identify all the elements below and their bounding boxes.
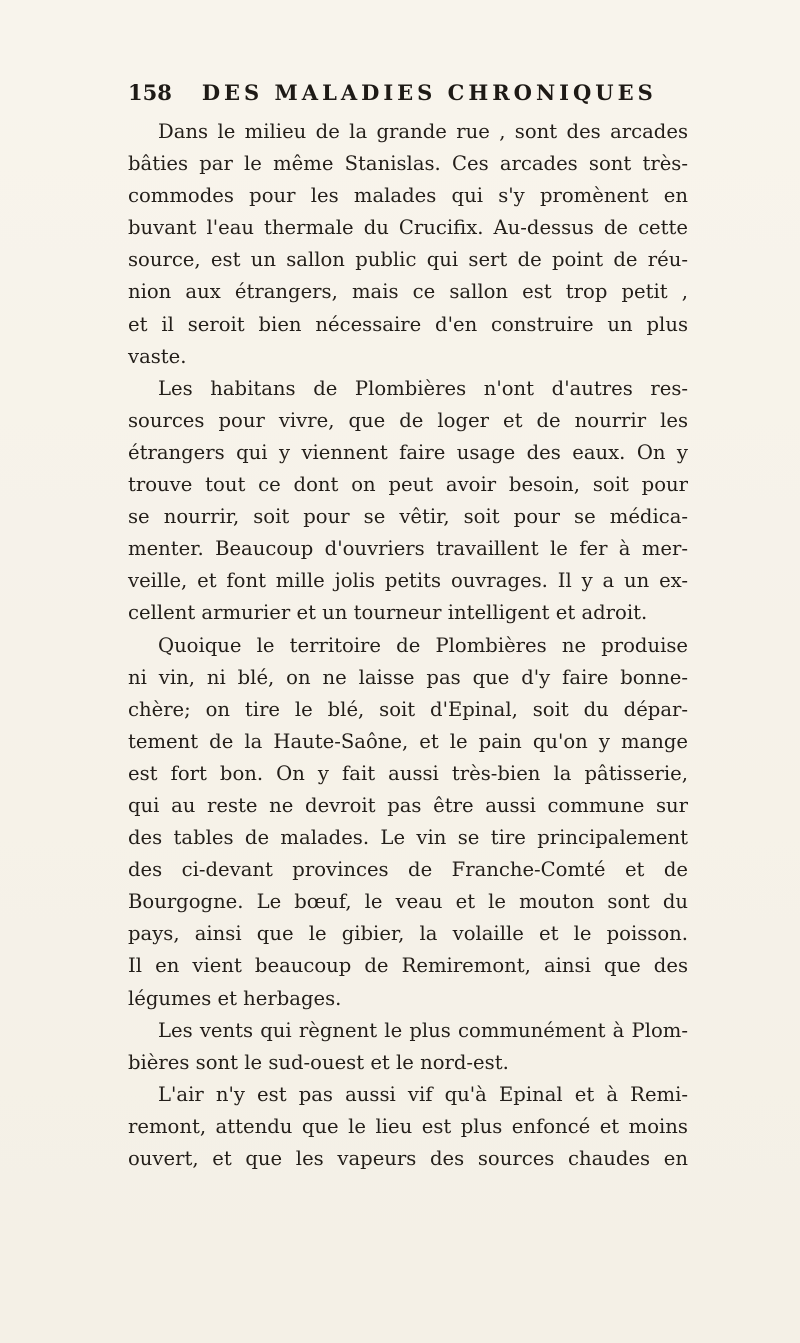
running-title: DES MALADIES CHRONIQUES [201,80,657,105]
text-line: étrangers qui y viennent faire usage des eaux. On y [128,440,688,464]
text-line: tement de la Haute-Saône, et le pain qu'on y mange [128,729,688,753]
text-line: Quoique le territoire de Plombières ne produise [158,633,688,657]
text-line: trouve tout ce dont on peut avoir besoin, soit pour [128,473,688,497]
text-line: chère; on tire le blé, soit d'Epinal, soit du dépar- [128,697,688,721]
text-line: nion aux étrangers, mais ce sallon est trop petit , [128,280,688,304]
text-line: est fort bon. On y fait aussi très-bien la pâtisserie, [128,761,688,785]
text-line: légumes et herbages. [128,986,342,1010]
text-line: qui au reste ne devroit pas être aussi commune sur [128,793,688,817]
text-line: remont, attendu que le lieu est plus enfoncé et moins [128,1114,688,1138]
text-line: et il seroit bien nécessaire d'en construire un plus [128,312,688,336]
text-line: commodes pour les malades qui s'y promènent en [128,184,688,208]
text-line: bières sont le sud-ouest et le nord-est. [128,1050,509,1074]
text-line: ni vin, ni blé, on ne laisse pas que d'y faire bonne- [128,665,688,689]
text-line: pays, ainsi que le gibier, la volaille et le poisson. [128,922,688,946]
text-line: L'air n'y est pas aussi vif qu'à Epinal et à Remi- [158,1082,688,1106]
text-line: cellent armurier et un tourneur intelligent et adroit. [128,601,648,625]
text-line: se nourrir, soit pour se vêtir, soit pour se médica- [128,505,688,529]
text-line: Les vents qui règnent le plus communément à Plom- [158,1018,688,1042]
running-header [128,80,688,105]
text-line: ouvert, et que les vapeurs des sources chaudes en [128,1147,688,1170]
text-line: source, est un sallon public qui sert de point de réu- [128,248,688,272]
text-line: Bourgogne. Le bœuf, le veau et le mouton sont du [128,890,688,914]
text-line: Dans le milieu de la grande rue , sont des arcades [158,120,688,143]
text-line: vaste. [128,344,187,368]
body-text [128,116,688,1175]
text-line: bâties par le même Stanislas. Ces arcades sont très- [128,152,688,176]
text-line: sources pour vivre, que de loger et de nourrir les [128,408,688,432]
text-line: buvant l'eau thermale du Crucifix. Au-dessus de cette [128,216,688,240]
text-line: veille, et font mille jolis petits ouvrages. Il y a un ex- [128,569,688,593]
page-number: 158 [128,80,172,105]
text-line: des tables de malades. Le vin se tire principalement [128,826,688,850]
text-line: Les habitans de Plombières n'ont d'autres res- [158,376,688,400]
text-line: Il en vient beaucoup de Remiremont, ainsi que des [128,954,688,978]
text-line: menter. Beaucoup d'ouvriers travaillent le fer à mer- [128,537,688,561]
text-line: des ci-devant provinces de Franche-Comté et de [128,858,688,882]
